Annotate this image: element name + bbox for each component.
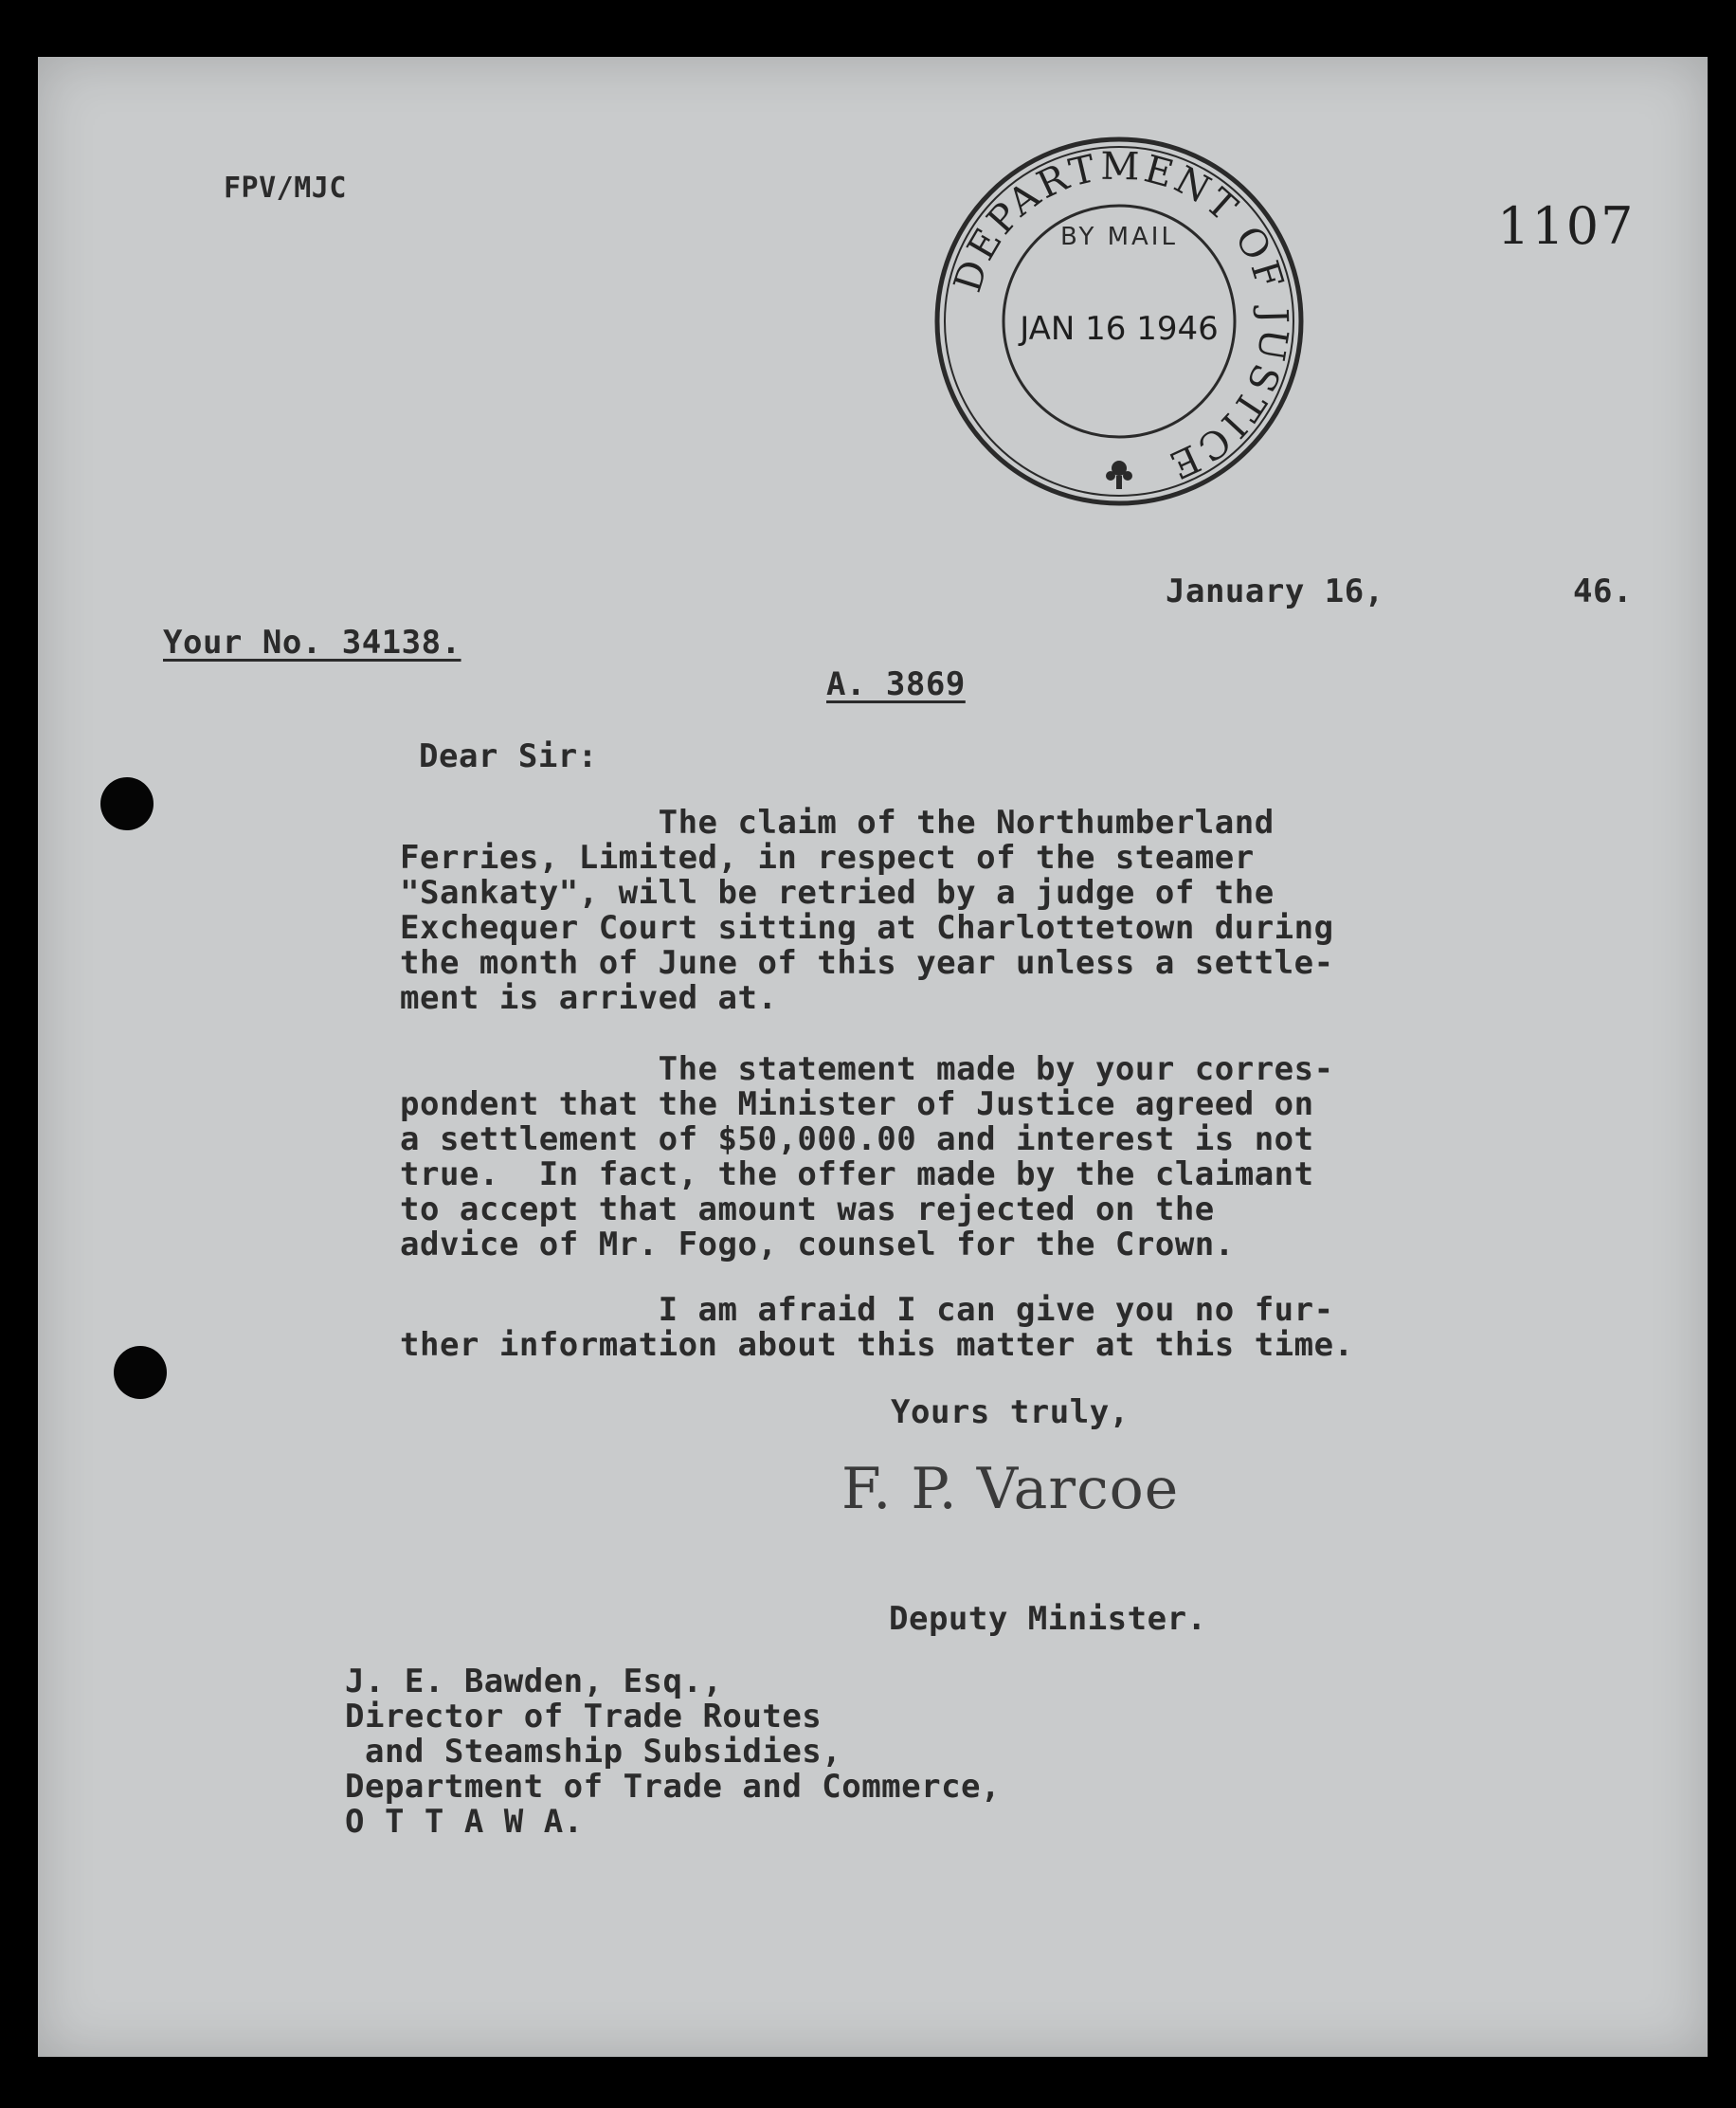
body-paragraph-2: The statement made by your corres- pondent that the Minister of Justice agreed on a settlement of $50,000.00 and interest is not true. In fact, the offer made by the claimant to accept that amount was rejected on the advice of Mr. Fogo, counsel for the Crown. [400,1050,1334,1263]
addressee-block [345,1664,1001,1840]
closing: Yours truly, [891,1393,1130,1431]
signature: F. P. Varcoe [841,1456,1180,1522]
reference-initials: FPV/MJC [224,172,347,205]
body-paragraph-1: The claim of the Northumberland Ferries, Limited, in respect of the steamer "Sankaty", will be retried by a judge of the Exchequer Court sitting at Charlottetown during the month of June of this year unless a settle- ment is arrived at. [400,804,1334,1017]
addressee-line: J. E. Bawden, Esq., [345,1663,723,1700]
received-stamp [931,133,1308,510]
stamp-date: JAN 16 1946 [1020,310,1219,348]
signer-title: Deputy Minister. [889,1600,1207,1638]
body-paragraph-3: I am afraid I can give you no fur- ther information about this matter at this time. [400,1291,1354,1364]
stamp-org-text: DEPARTMENT OF JUSTICE [946,144,1296,488]
salutation: Dear Sir: [419,737,598,775]
your-reference-number: Your No. 34138. [163,624,461,662]
addressee-line: Department of Trade and Commerce, [345,1768,1002,1806]
addressee-line: O T T A W A. [345,1803,584,1841]
file-number: 1107 [1497,196,1636,256]
letter-date-year: 46. [1573,572,1633,610]
letter-date: January 16, [1166,572,1384,610]
punch-hole [100,777,154,830]
punch-hole [114,1346,167,1399]
stamp-method: BY MAIL [1060,223,1178,251]
addressee-line: Director of Trade Routes [345,1698,823,1735]
file-reference: A. 3869 [826,665,966,703]
stamp-fleur-icon [1106,461,1132,489]
addressee-line: and Steamship Subsidies, [345,1733,842,1771]
